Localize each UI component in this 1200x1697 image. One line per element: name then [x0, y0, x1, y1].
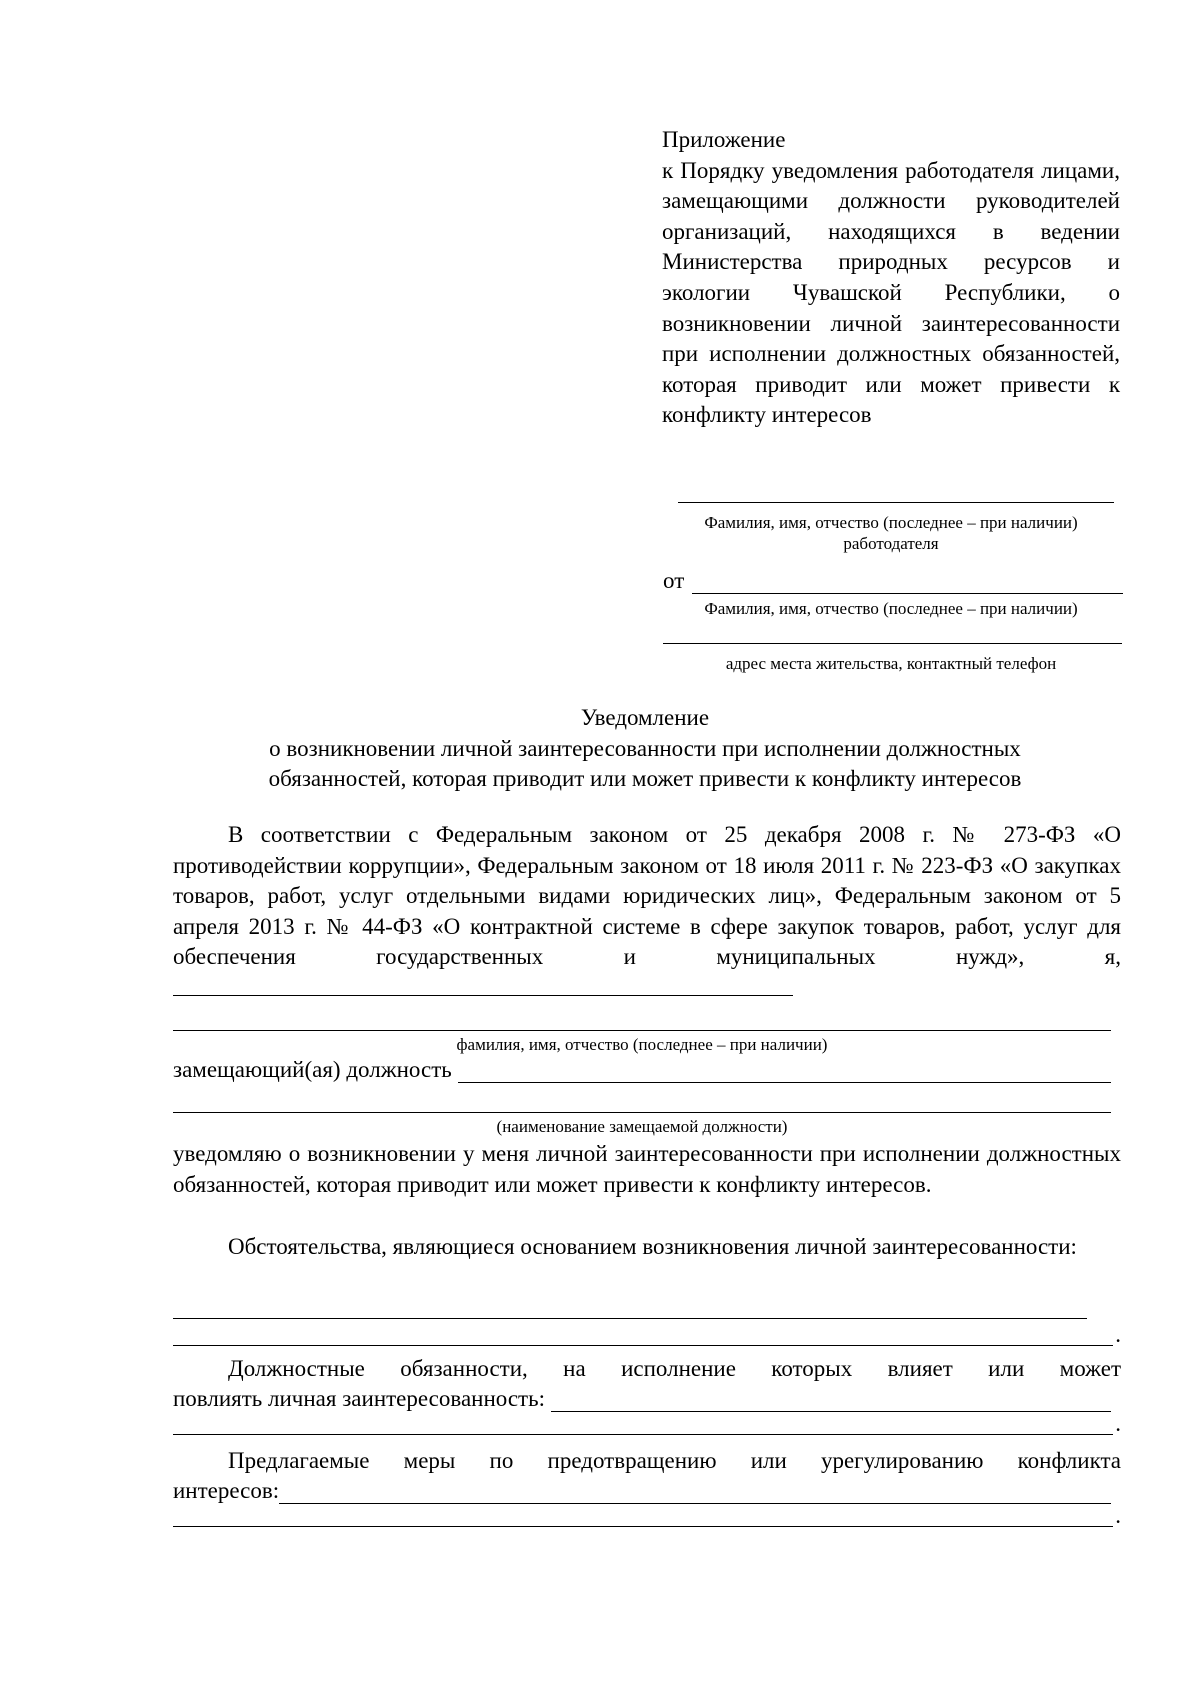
notification-heading [170, 703, 1120, 795]
employer-field [660, 502, 1122, 554]
duties-line-2-row [173, 1412, 1121, 1435]
notification-subtitle-line1: о возникновении личной заинтересованности при исполнении должностных [269, 735, 1021, 761]
measures-line-2-row [173, 1504, 1121, 1527]
notification-subtitle-line2: обязанностей, которая приводит или может привести к конфликту интересов [268, 766, 1022, 792]
circumstances-line-2-row [173, 1323, 1121, 1346]
circumstances-line-1 [173, 1318, 1087, 1319]
duties-line [551, 1389, 1111, 1412]
position-field [173, 1057, 1111, 1083]
duties-line2: повлиять личная заинтересованность: [173, 1386, 545, 1411]
position-label: замещающий(ая) должность [173, 1057, 452, 1082]
from-field [663, 568, 1123, 594]
duties-line1: Должностные обязанности, на исполнение которых влияет или может [228, 1356, 1121, 1381]
appendix-title: Приложение [662, 127, 786, 152]
employer-name-line [678, 502, 1114, 503]
appendix-body: к Порядку уведомления работодателя лицами, замещающими должности руководителей организаций, находящихся в ведении Министерства природных ресурсов и экологии Чувашской Республики, о возникновении личной заинтересованности при исполнении должностных обязанностей, которая приводит или может привести к конфликту интересов [662, 157, 1120, 428]
from-caption: Фамилия, имя, отчество (последнее – при наличии) [704, 599, 1078, 618]
duties-period: . [1115, 1411, 1121, 1436]
address-field [660, 643, 1122, 674]
legal-basis-text: В соответствии с Федеральным законом от 25 декабря 2008 г. № 273-ФЗ «О противодействии коррупции», Федеральным законом от 18 июля 2011 г. № 223-ФЗ «О закупках товаров, работ, услуг отдельными видами юридических лиц», Федеральным законом от 5 апреля 2013 г. № 44-ФЗ «О контрактной системе в сфере закупок товаров, работ, услуг для обеспечения государственных и муниципальных нужд», я, [173, 822, 1121, 970]
employer-caption-line2: работодателя [843, 534, 939, 553]
circumstances-line-2 [173, 1323, 1113, 1346]
circumstances-period: . [1115, 1322, 1121, 1347]
employer-caption-line1: Фамилия, имя, отчество (последнее – при наличии) [704, 513, 1078, 532]
appendix-block [662, 125, 1120, 431]
applicant-name-caption: фамилия, имя, отчество (последнее – при наличии) [456, 1035, 828, 1054]
position-line-2 [173, 1112, 1111, 1113]
address-line [663, 643, 1122, 644]
duties-line-2 [173, 1412, 1113, 1435]
notification-title: Уведомление [580, 705, 710, 730]
applicant-name-line [173, 973, 793, 996]
from-label: от [663, 568, 685, 593]
legal-basis-paragraph [173, 820, 1121, 1005]
position-caption: (наименование замещаемой должности) [496, 1117, 788, 1136]
applicant-name-line-2 [173, 1030, 1111, 1031]
measures-line-2 [173, 1504, 1113, 1527]
measures-line2: интересов: [173, 1478, 280, 1503]
measures-line1: Предлагаемые меры по предотвращению или урегулированию конфликта [228, 1448, 1121, 1473]
address-caption: адрес места жительства, контактный телефон [725, 654, 1057, 673]
measures-line [279, 1481, 1111, 1504]
circumstances-paragraph: Обстоятельства, являющиеся основанием возникновения личной заинтересованности: [228, 1234, 1077, 1259]
position-line [458, 1060, 1111, 1083]
measures-period: . [1115, 1503, 1121, 1528]
measures-field [173, 1478, 1111, 1504]
from-caption-block [660, 598, 1122, 619]
duties-field [173, 1386, 1111, 1412]
notify-paragraph: уведомляю о возникновении у меня личной заинтересованности при исполнении должностных обязанностей, которая приводит или может привести к конфликту интересов. [173, 1141, 1121, 1197]
from-name-line [692, 571, 1123, 594]
